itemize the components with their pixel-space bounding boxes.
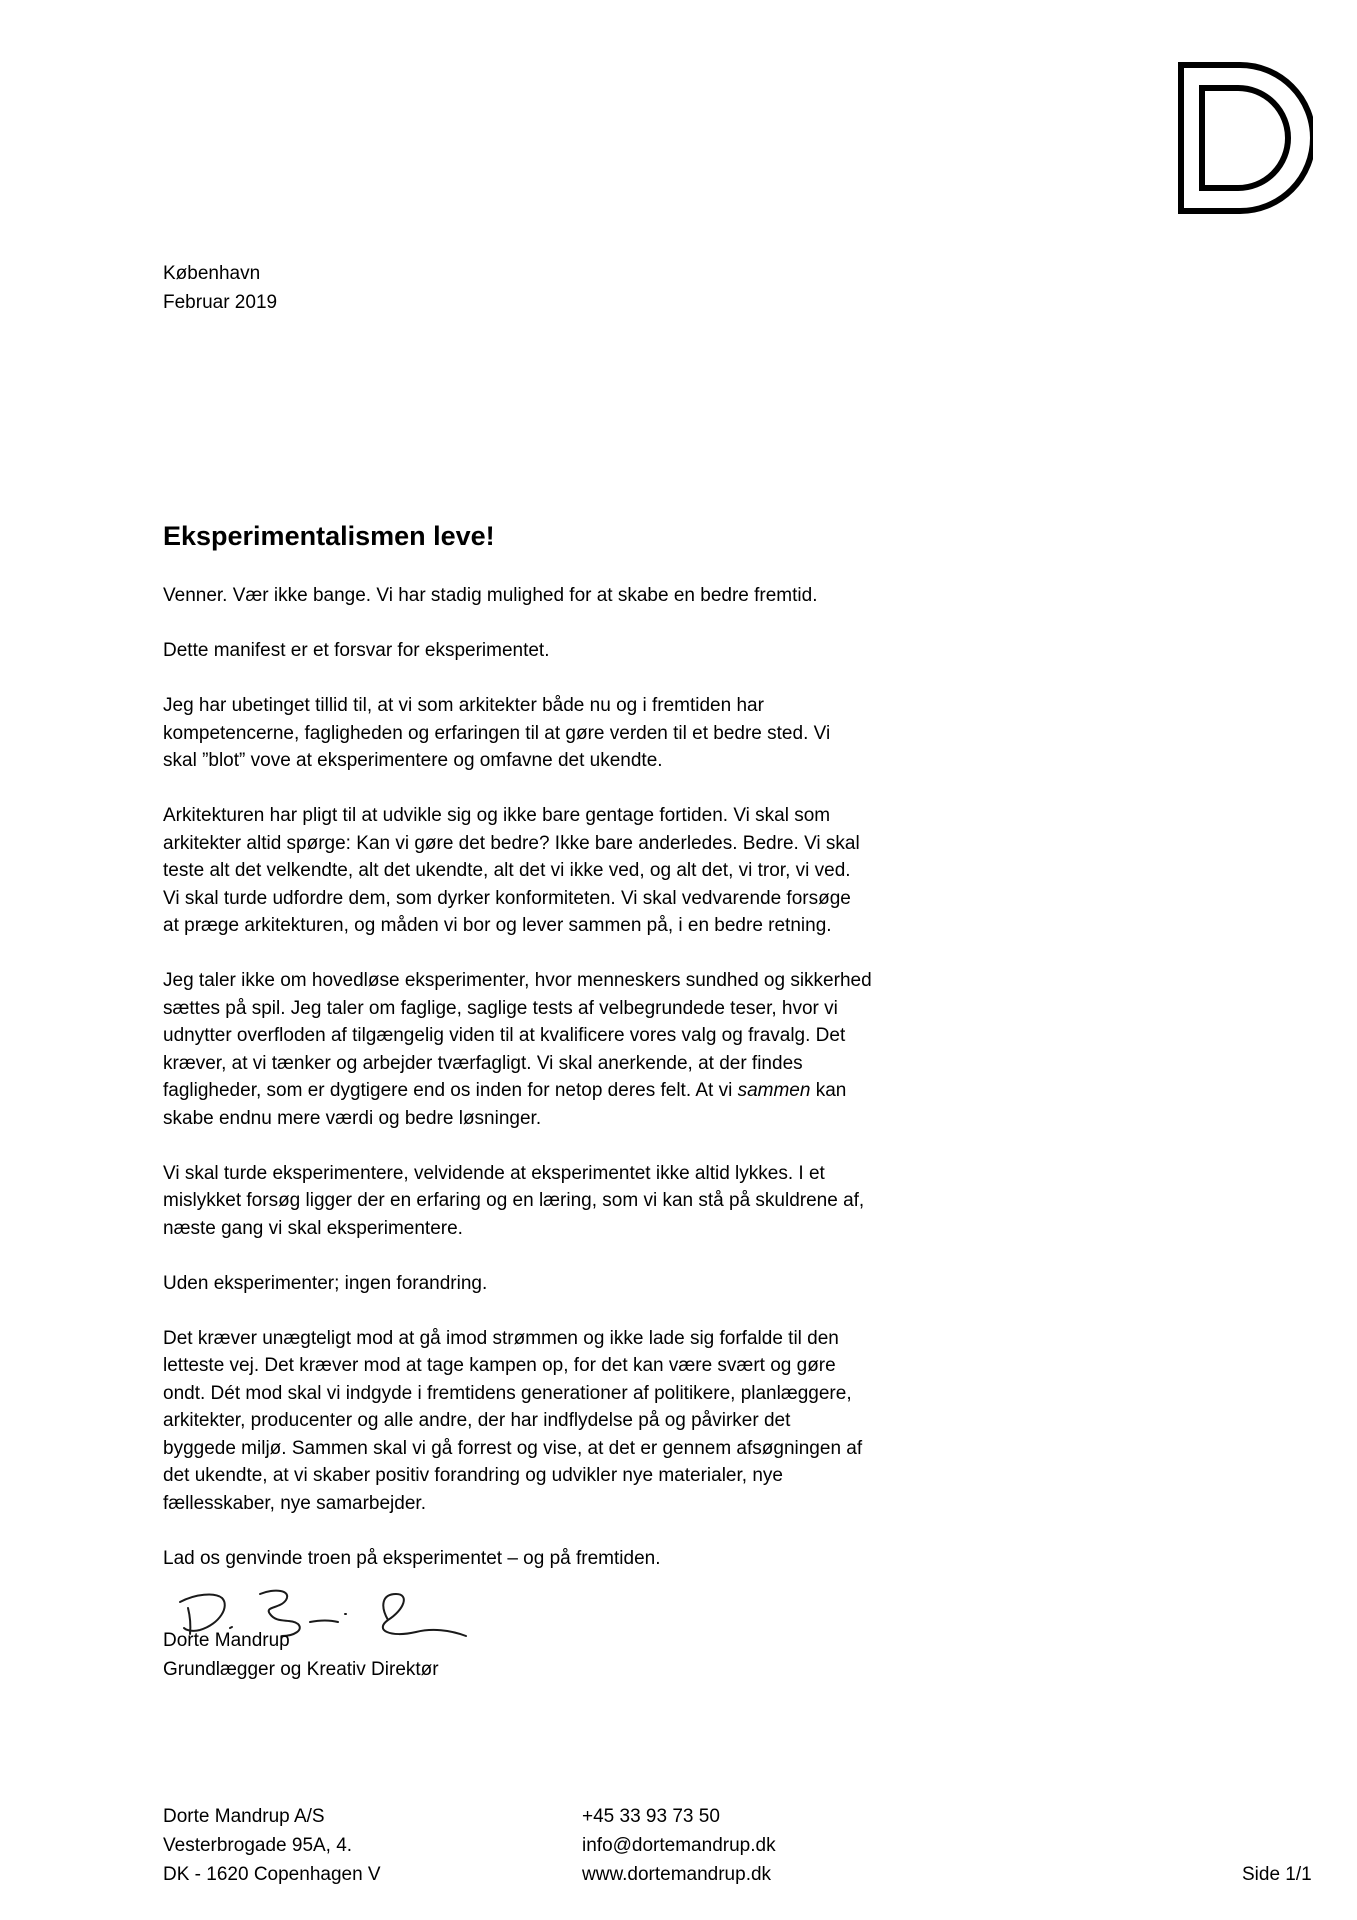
footer-address (163, 1802, 381, 1889)
letter-title: Eksperimentalismen leve! (163, 521, 495, 551)
paragraph (163, 967, 963, 1132)
street-address: Vesterbrogade 95A, 4. (163, 1835, 353, 1856)
text-line: at præge arkitekturen, og måden vi bor og lever sammen på, i en bedre retning. (163, 915, 832, 936)
signer-block (163, 1626, 439, 1684)
signer-name: Dorte Mandrup (163, 1630, 290, 1651)
text-line: skal ”blot” vove at eksperimentere og omfavne det ukendte. (163, 750, 663, 771)
text-line: Det kræver unægteligt mod at gå imod strømmen og ikke lade sig forfalde til den (163, 1327, 839, 1349)
text-line: Jeg taler ikke om hovedløse eksperimenter, hvor menneskers sundhed og sikkerhed (163, 970, 872, 991)
page-number: Side 1/1 (1242, 1864, 1312, 1885)
signer-role: Grundlægger og Kreativ Direktør (163, 1659, 439, 1680)
text-line-with-emphasis (163, 1077, 963, 1105)
text-line: udnytter overfloden af tilgængelig viden til at kvalificere vores valg og fravalg. Det (163, 1025, 846, 1046)
text-line: Lad os genvinde troen på eksperimentet – og på fremtiden. (163, 1547, 661, 1569)
text-line: letteste vej. Det kræver mod at tage kampen op, for det kan være svært og gøre (163, 1355, 836, 1376)
text-segment: kan (810, 1080, 847, 1101)
phone-number: +45 33 93 73 50 (582, 1806, 720, 1827)
text-line: Arkitekturen har pligt til at udvikle sig og ikke bare gentage fortiden. Vi skal som (163, 805, 831, 826)
paragraph (163, 582, 963, 610)
email-address: info@dortemandrup.dk (582, 1835, 776, 1856)
text-line: byggede miljø. Sammen skal vi gå forrest og vise, at det er gennem afsøgningen af (163, 1437, 863, 1459)
paragraph (163, 1270, 963, 1298)
text-line: Venner. Vær ikke bange. Vi har stadig mulighed for at skabe en bedre fremtid. (163, 585, 818, 606)
letter-body (163, 582, 963, 1600)
dorte-mandrup-d-logo-icon (1178, 62, 1313, 214)
place: København (163, 263, 261, 284)
text-line: Vi skal turde eksperimentere, velvidende at eksperimentet ikke altid lykkes. I et (163, 1162, 825, 1184)
text-line: teste alt det velkendte, alt det ukendte, alt det vi ikke ved, og alt det, vi tror, vi ved. (163, 860, 851, 881)
date: Februar 2019 (163, 292, 278, 313)
text-line: fællesskaber, nye samarbejder. (163, 1492, 426, 1514)
city-address: DK - 1620 Copenhagen V (163, 1864, 381, 1885)
paragraph (163, 637, 963, 665)
paragraph (163, 692, 963, 775)
text-line: næste gang vi skal eksperimentere. (163, 1217, 463, 1239)
text-segment: fagligheder, som er dygtigere end os inden for netop deres felt. At vi (163, 1080, 738, 1101)
text-line: kompetencerne, fagligheden og erfaringen til at gøre verden til et bedre sted. Vi (163, 722, 831, 744)
text-line: Uden eksperimenter; ingen forandring. (163, 1272, 488, 1294)
text-line: Vi skal turde udfordre dem, som dyrker konformiteten. Vi skal vedvarende forsøge (163, 887, 851, 909)
paragraph (163, 1160, 963, 1243)
paragraph (163, 1325, 963, 1518)
text-line: ondt. Dét mod skal vi indgyde i fremtidens generationer af politikere, planlæggere, (163, 1382, 852, 1404)
text-line: det ukendte, at vi skaber positiv forandring og udvikler nye materialer, nye (163, 1465, 783, 1486)
place-date-block (163, 259, 277, 317)
text-line: arkitekter altid spørge: Kan vi gøre det bedre? Ikke bare anderledes. Bedre. Vi skal (163, 832, 860, 854)
text-line: mislykket forsøg ligger der en erfaring og en læring, som vi kan stå på skuldrene af, (163, 1190, 865, 1211)
text-line: Dette manifest er et forsvar for eksperimentet. (163, 640, 550, 661)
footer-contact (582, 1802, 776, 1889)
emphasis-word: sammen (737, 1080, 811, 1101)
text-line: sættes på spil. Jeg taler om faglige, saglige tests af velbegrundede teser, hvor vi (163, 997, 838, 1019)
paragraph (163, 802, 963, 940)
text-line: Jeg har ubetinget tillid til, at vi som arkitekter både nu og i fremtiden har (163, 695, 764, 716)
company-name: Dorte Mandrup A/S (163, 1806, 325, 1827)
text-line: arkitekter, producenter og alle andre, der har indflydelse på og påvirker det (163, 1410, 791, 1431)
website-address: www.dortemandrup.dk (582, 1864, 772, 1885)
text-line: kræver, at vi tænker og arbejder tværfagligt. Vi skal anerkende, at der findes (163, 1052, 803, 1074)
paragraph (163, 1545, 963, 1573)
text-line: skabe endnu mere værdi og bedre løsninger. (163, 1107, 542, 1129)
